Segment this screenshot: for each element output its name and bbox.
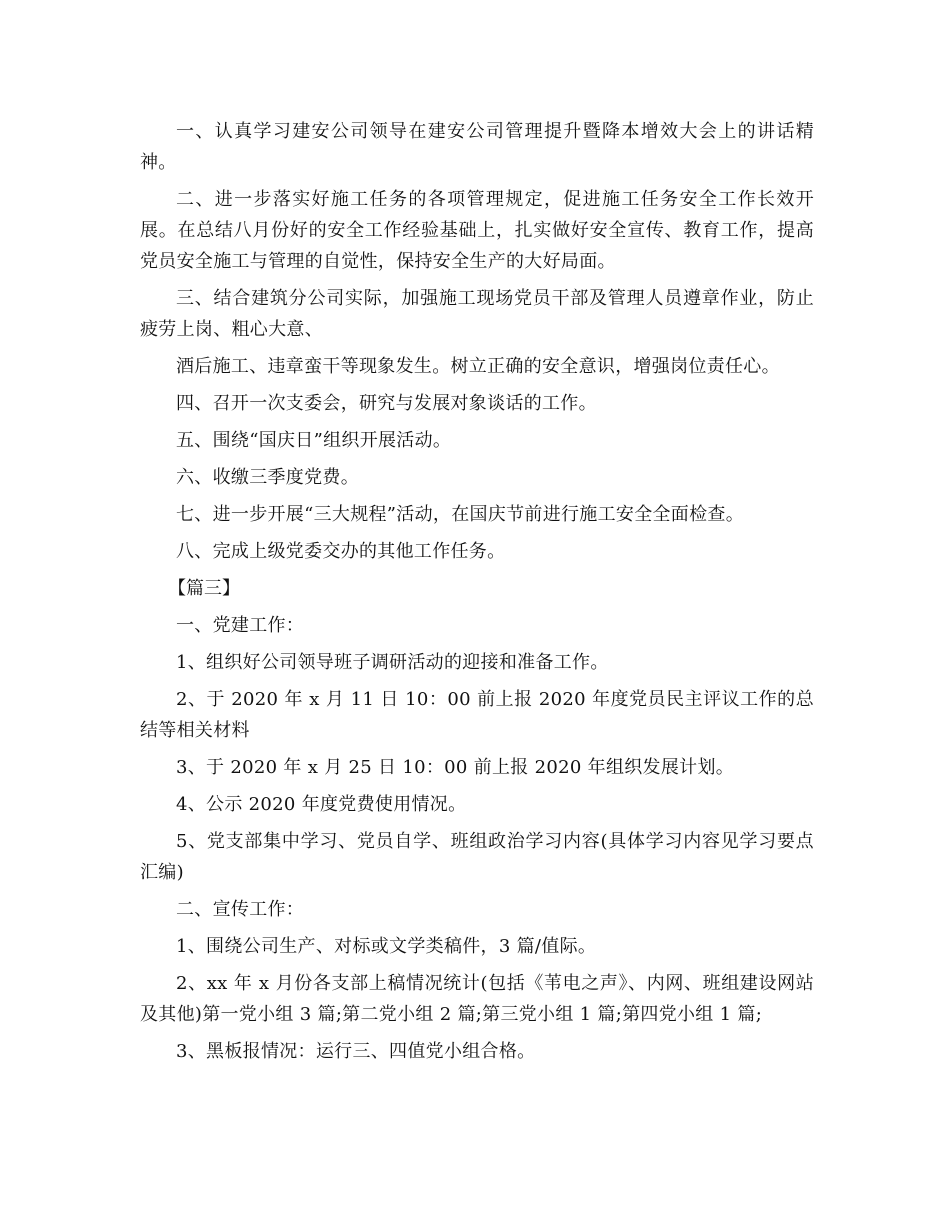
section-paragraph-3: 2、于 2020 年 x 月 11 日 10：00 前上报 2020 年度党员民主评议工作的总结等相关材料: [140, 689, 814, 741]
paragraph-9: 八、完成上级党委交办的其他工作任务。: [176, 541, 506, 562]
section-paragraph-6: 5、党支部集中学习、党员自学、班组政治学习内容(具体学习内容见学习要点汇编): [140, 831, 814, 883]
section-paragraph-1: 一、党建工作：: [176, 615, 305, 636]
section-paragraph-2: 1、组织好公司领导班子调研活动的迎接和准备工作。: [176, 652, 609, 673]
paragraph-7: 六、收缴三季度党费。: [176, 467, 359, 488]
document-body: [140, 116, 814, 1073]
section-title: 【篇三】: [168, 578, 240, 599]
paragraph-3: 三、结合建筑分公司实际，加强施工现场党员干部及管理人员遵章作业，防止疲劳上岗、粗心大意、: [140, 288, 814, 340]
paragraph-5: 四、召开一次支委会，研究与发展对象谈话的工作。: [176, 393, 597, 414]
section-paragraph-9: 2、xx 年 x 月份各支部上稿情况统计(包括《苇电之声》、内网、班组建设网站及其他)第一党小组 3 篇;第二党小组 2 篇;第三党小组 1 篇;第四党小组 1 篇;: [140, 973, 814, 1025]
section-paragraph-7: 二、宣传工作：: [176, 899, 305, 920]
section-paragraph-8: 1、围绕公司生产、对标或文学类稿件，3 篇/值际。: [176, 936, 597, 957]
paragraph-2: 二、进一步落实好施工任务的各项管理规定，促进施工任务安全工作长效开展。在总结八月份好的安全工作经验基础上，扎实做好安全宣传、教育工作，提高党员安全施工与管理的自觉性，保持安全生产的大好局面。: [140, 189, 814, 272]
paragraph-1: 一、认真学习建安公司领导在建安公司管理提升暨降本增效大会上的讲话精神。: [140, 121, 814, 173]
section-paragraph-5: 4、公示 2020 年度党费使用情况。: [176, 794, 467, 815]
section-paragraph-10: 3、黑板报情况：运行三、四值党小组合格。: [176, 1041, 536, 1062]
paragraph-8: 七、进一步开展“三大规程”活动，在国庆节前进行施工安全全面检查。: [176, 504, 745, 525]
paragraph-4: 酒后施工、违章蛮干等现象发生。树立正确的安全意识，增强岗位责任心。: [176, 356, 780, 377]
section-paragraph-4: 3、于 2020 年 x 月 25 日 10：00 前上报 2020 年组织发展计划。: [176, 757, 735, 778]
paragraph-6: 五、围绕“国庆日”组织开展活动。: [176, 430, 452, 451]
